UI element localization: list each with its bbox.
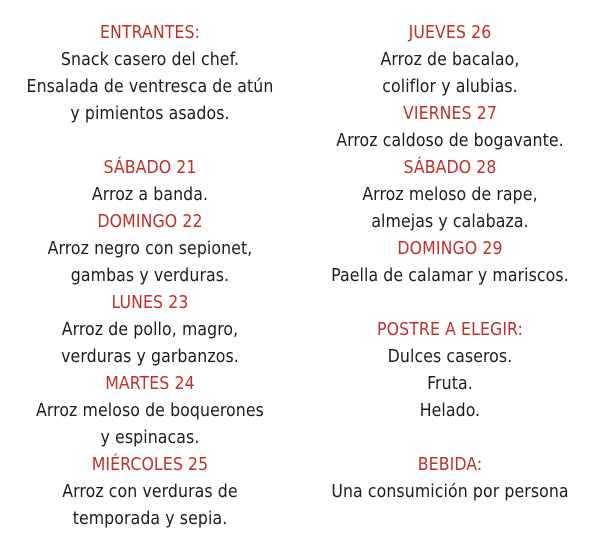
bebida-item: Una consumición por persona	[331, 482, 569, 502]
domingo-29-heading: DOMINGO 29	[397, 239, 503, 259]
sabado-28-dish: Arroz meloso de rape,	[362, 185, 538, 205]
domingo-22-heading: DOMINGO 22	[97, 212, 203, 232]
miercoles-25-dish: temporada y sepia.	[72, 509, 228, 529]
entrantes-item: Ensalada de ventresca de atún	[26, 77, 274, 97]
lunes-23-dish: verduras y garbanzos.	[61, 347, 239, 367]
section-spacer	[300, 290, 600, 317]
viernes-27-heading: VIERNES 27	[402, 104, 498, 124]
section-spacer	[300, 425, 600, 452]
bebida-heading: BEBIDA:	[417, 455, 483, 475]
entrantes-item: Snack casero del chef.	[60, 50, 240, 70]
menu-left-column	[0, 20, 300, 540]
viernes-27-dish: Arroz caldoso de bogavante.	[336, 131, 564, 151]
postre-heading: POSTRE A ELEGIR:	[377, 320, 523, 340]
jueves-26-heading: JUEVES 26	[408, 23, 492, 43]
jueves-26-dish: Arroz de bacalao,	[380, 50, 520, 70]
miercoles-25-dish: Arroz con verduras de	[62, 482, 238, 502]
martes-24-dish: Arroz meloso de boquerones	[36, 401, 264, 421]
domingo-29-dish: Paella de calamar y mariscos.	[331, 266, 569, 286]
sabado-21-heading: SÁBADO 21	[103, 158, 197, 178]
postre-item: Fruta.	[427, 374, 473, 394]
entrantes-heading: ENTRANTES:	[100, 23, 200, 43]
martes-24-heading: MARTES 24	[105, 374, 195, 394]
lunes-23-heading: LUNES 23	[111, 293, 189, 313]
domingo-22-dish: gambas y verduras.	[70, 266, 230, 286]
martes-24-dish: y espinacas.	[100, 428, 200, 448]
sabado-28-heading: SÁBADO 28	[403, 158, 497, 178]
entrantes-item: y pimientos asados.	[70, 104, 230, 124]
domingo-22-dish: Arroz negro con sepionet,	[47, 239, 253, 259]
lunes-23-dish: Arroz de pollo, magro,	[61, 320, 239, 340]
jueves-26-dish: coliflor y alubias.	[382, 77, 518, 97]
sabado-21-dish: Arroz a banda.	[91, 185, 209, 205]
postre-item: Dulces caseros.	[387, 347, 513, 367]
section-spacer	[0, 128, 300, 155]
menu-right-column	[300, 20, 600, 540]
postre-item: Helado.	[419, 401, 481, 421]
sabado-28-dish: almejas y calabaza.	[371, 212, 529, 232]
miercoles-25-heading: MIÉRCOLES 25	[91, 455, 209, 475]
weekly-menu	[0, 20, 600, 540]
